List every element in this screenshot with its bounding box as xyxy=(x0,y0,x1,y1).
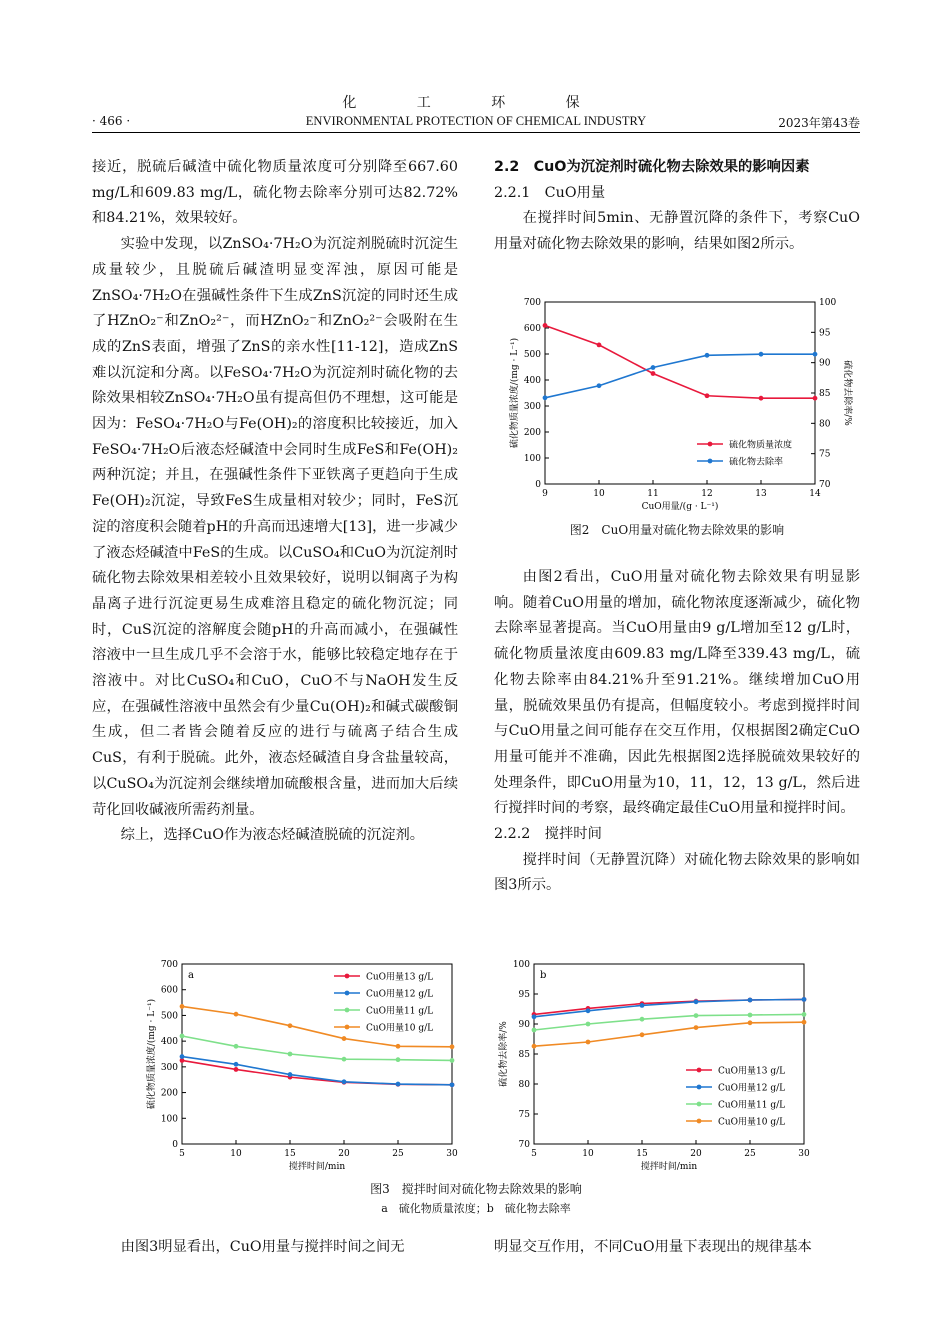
data-point xyxy=(180,1034,185,1039)
legend-marker xyxy=(345,1008,350,1013)
data-point xyxy=(813,352,818,357)
data-point xyxy=(705,393,710,398)
y-tick-label: 500 xyxy=(160,1011,178,1022)
data-point xyxy=(234,1012,239,1017)
paragraph: 搅拌时间（无静置沉降）对硫化物去除效果的影响如图3所示。 xyxy=(494,851,860,894)
data-point xyxy=(532,1028,537,1033)
x-tick-label: 25 xyxy=(744,1149,756,1159)
figure-2-chart xyxy=(500,290,860,515)
subsection-heading: 2.2.2 搅拌时间 xyxy=(494,826,602,843)
data-point xyxy=(396,1044,401,1049)
x-tick-label: 14 xyxy=(809,489,821,499)
x-tick-label: 10 xyxy=(230,1149,242,1159)
legend-label: CuO用量11 g/L xyxy=(366,1006,434,1017)
data-point xyxy=(586,1008,591,1013)
data-point xyxy=(694,1013,699,1018)
legend-marker xyxy=(345,1025,350,1030)
data-point xyxy=(543,323,548,328)
data-point xyxy=(748,1020,753,1025)
x-tick-label: 9 xyxy=(542,489,548,499)
paragraph: 综上，选择CuO作为液态烃碱渣脱硫的沉淀剂。 xyxy=(120,827,425,844)
y-tick-label: 400 xyxy=(523,376,541,386)
data-point xyxy=(651,365,656,370)
page-number: · 466 · xyxy=(92,114,131,128)
left-column xyxy=(92,155,458,849)
data-point xyxy=(759,396,764,401)
legend-label: CuO用量12 g/L xyxy=(718,1083,786,1094)
y2-tick-label: 100 xyxy=(819,298,837,308)
y-tick-label: 300 xyxy=(160,1062,178,1073)
legend-label: CuO用量12 g/L xyxy=(366,989,434,1000)
legend-label: CuO用量10 g/L xyxy=(718,1117,786,1128)
x-tick-label: 25 xyxy=(392,1149,404,1159)
data-point xyxy=(396,1057,401,1062)
legend-marker xyxy=(697,1102,702,1107)
data-point xyxy=(180,1004,185,1009)
data-point xyxy=(748,998,753,1003)
figure-2-caption: 图2 CuO用量对硫化物去除效果的影响 xyxy=(569,523,785,537)
y-tick-label: 400 xyxy=(160,1037,178,1048)
data-point xyxy=(342,1057,347,1062)
paragraph: 由图3明显看出，CuO用量与搅拌时间之间无 xyxy=(120,1239,405,1255)
data-point xyxy=(450,1044,455,1049)
data-point xyxy=(705,353,710,358)
bottom-left-text xyxy=(92,1235,458,1261)
x-tick-label: 12 xyxy=(701,489,713,499)
data-point xyxy=(288,1023,293,1028)
data-point xyxy=(640,1017,645,1022)
x-tick-label: 5 xyxy=(531,1149,537,1159)
legend-label: 硫化物质量浓度 xyxy=(729,440,793,451)
data-point xyxy=(694,1025,699,1030)
y-tick-label: 70 xyxy=(518,1140,530,1150)
x-tick-label: 11 xyxy=(647,489,659,499)
data-point xyxy=(802,1012,807,1017)
data-point xyxy=(288,1052,293,1057)
data-point xyxy=(532,1044,537,1049)
figure-3-subcaption: a 硫化物质量浓度；b 硫化物去除率 xyxy=(381,1202,571,1215)
x-tick-label: 30 xyxy=(798,1149,810,1159)
y2-tick-label: 80 xyxy=(819,419,831,430)
y-axis-label: 硫化物质量浓度/(mg · L⁻¹) xyxy=(510,337,520,449)
data-point xyxy=(586,1022,591,1027)
legend-marker xyxy=(708,459,713,464)
data-point xyxy=(694,999,699,1004)
figure-3b-chart xyxy=(490,952,820,1174)
legend-label: CuO用量10 g/L xyxy=(366,1023,434,1034)
panel-label: a xyxy=(188,970,194,981)
y-tick-label: 700 xyxy=(523,298,541,308)
legend-marker xyxy=(708,442,713,447)
section-heading: 2.2 CuO为沉淀剂时硫化物去除效果的影响因素 xyxy=(494,159,810,175)
y2-tick-label: 85 xyxy=(819,389,831,399)
y2-tick-label: 75 xyxy=(819,449,831,460)
legend-label: 硫化物去除率 xyxy=(729,457,784,468)
y-tick-label: 200 xyxy=(523,428,541,438)
legend-label: CuO用量11 g/L xyxy=(718,1100,786,1111)
y-tick-label: 85 xyxy=(518,1050,530,1060)
legend-marker xyxy=(697,1068,702,1073)
x-tick-label: 20 xyxy=(690,1149,702,1159)
figure-3-caption: 图3 搅拌时间对硫化物去除效果的影响 xyxy=(370,1182,582,1196)
y2-tick-label: 95 xyxy=(819,328,831,339)
legend-marker xyxy=(697,1085,702,1090)
y-tick-label: 100 xyxy=(523,454,541,464)
data-point xyxy=(234,1067,239,1072)
data-point xyxy=(543,395,548,400)
data-point xyxy=(342,1036,347,1041)
data-point xyxy=(234,1044,239,1049)
volume-label: 2023年第43卷 xyxy=(778,116,860,130)
y-tick-label: 75 xyxy=(518,1110,530,1120)
y-tick-label: 90 xyxy=(518,1020,530,1030)
y-tick-label: 200 xyxy=(160,1088,178,1099)
data-point xyxy=(450,1082,455,1087)
x-tick-label: 10 xyxy=(593,489,605,499)
series-line xyxy=(545,354,815,398)
journal-title-en: ENVIRONMENTAL PROTECTION OF CHEMICAL INDUSTRY xyxy=(305,114,647,128)
right-column-bottom xyxy=(494,565,860,899)
data-point xyxy=(288,1072,293,1077)
legend-label: CuO用量13 g/L xyxy=(366,972,434,983)
x-tick-label: 13 xyxy=(755,489,767,499)
y-tick-label: 700 xyxy=(160,960,178,970)
data-point xyxy=(342,1079,347,1084)
x-tick-label: 15 xyxy=(636,1149,648,1159)
data-point xyxy=(180,1054,185,1059)
data-point xyxy=(234,1062,239,1067)
data-point xyxy=(586,1040,591,1045)
y-tick-label: 80 xyxy=(518,1080,530,1090)
y-tick-label: 500 xyxy=(523,350,541,360)
series-line xyxy=(182,1057,452,1085)
figure-3a-chart xyxy=(130,952,465,1174)
data-point xyxy=(396,1082,401,1087)
y-axis-label: 硫化物去除率/% xyxy=(499,1021,509,1087)
right-column-top xyxy=(494,155,860,258)
x-axis-label: CuO用量/(g · L⁻¹) xyxy=(641,502,719,512)
data-point xyxy=(597,383,602,388)
bottom-right-text xyxy=(494,1235,860,1261)
x-tick-label: 20 xyxy=(338,1149,350,1159)
legend-marker xyxy=(697,1119,702,1124)
journal-title-cn: 化 工 环 保 xyxy=(342,95,608,111)
data-point xyxy=(640,1032,645,1037)
x-tick-label: 5 xyxy=(179,1149,185,1159)
data-point xyxy=(640,1003,645,1008)
paragraph: 明显交互作用，不同CuO用量下表现出的规律基本 xyxy=(494,1239,812,1255)
y2-tick-label: 90 xyxy=(819,358,831,369)
data-point xyxy=(813,396,818,401)
legend-marker xyxy=(345,974,350,979)
data-point xyxy=(651,371,656,376)
data-point xyxy=(748,1013,753,1018)
subsection-heading: 2.2.1 CuO用量 xyxy=(494,184,606,201)
x-tick-label: 15 xyxy=(284,1149,296,1159)
panel-label: b xyxy=(540,970,547,981)
x-tick-label: 10 xyxy=(582,1149,594,1159)
data-point xyxy=(802,997,807,1002)
y-tick-label: 0 xyxy=(535,480,541,490)
data-point xyxy=(802,1020,807,1025)
data-point xyxy=(759,352,764,357)
x-axis-label: 搅拌时间/min xyxy=(288,1162,346,1172)
paragraph: 在搅拌时间5min、无静置沉降的条件下，考察CuO用量对硫化物去除效果的影响，结果如图2所示。 xyxy=(494,210,860,253)
paragraph: 由图2看出，CuO用量对硫化物去除效果有明显影响。随着CuO用量的增加，硫化物浓度逐渐减少，硫化物去除率显著提高。当CuO用量由9 g/L增加至12 g/L时，硫化物质量浓度由609.83 mg/L降至339.43 mg/L，硫化物去除率由84.21%升至91.21%。继续增加CuO用量，脱硫效果虽仍有提高，但幅度较小。考虑到搅拌时间与CuO用量之间可能存在交互作用，仅根据图2确定CuO用量可能并不准确，因此先根据图2选择脱硫效果较好的处理条件，即CuO用量为10，11，12，13 g/L，然后进行搅拌时间的考察，最终确定最佳CuO用量和搅拌时间。 xyxy=(494,569,860,817)
legend-marker xyxy=(345,991,350,996)
paragraph: 实验中发现，以ZnSO₄·7H₂O为沉淀剂脱硫时沉淀生成量较少，且脱硫后碱渣明显变浑浊，原因可能是ZnSO₄·7H₂O在强碱性条件下生成ZnS沉淀的同时还生成了HZnO₂⁻和ZnO₂²⁻，而HZnO₂⁻和ZnO₂²⁻会吸附在生成的ZnS表面，增强了ZnS的亲水性[11-12]，造成ZnS难以沉淀和分离。以FeSO₄·7H₂O为沉淀剂时硫化物的去除效果相较ZnSO₄·7H₂O虽有提高但仍不理想，这可能是因为：FeSO₄·7H₂O与Fe(OH)₂的溶度积比较接近，加入FeSO₄·7H₂O后液态烃碱渣中会同时生成FeS和Fe(OH)₂两种沉淀；并且，在强碱性条件下亚铁离子更趋向于生成Fe(OH)₂沉淀，导致FeS生成量相对较少；同时，FeS沉淀的溶度积会随着pH的升高而迅速增大[13]，进一步减少了液态烃碱渣中FeS的生成。以CuSO₄和CuO为沉淀剂时硫化物去除效果相差较小且效果较好，说明以铜离子为构晶离子进行沉淀更易生成难溶且稳定的硫化物沉淀；同时，CuS沉淀的溶解度会随pH的升高而减小，在强碱性溶液中一旦生成几乎不会溶于水，能够比较稳定地存在于溶液中。对比CuSO₄和CuO，CuO不与NaOH发生反应，在强碱性溶液中虽然会有少量Cu(OH)₂和碱式碳酸铜生成，但二者皆会随着反应的进行与硫离子结合生成CuS，有利于脱硫。此外，液态烃碱渣自身含盐量较高，以CuSO₄为沉淀剂会继续增加硫酸根含量，进而加大后续苛化回收碱液所需药剂量。 xyxy=(92,236,458,818)
data-point xyxy=(450,1058,455,1063)
y-tick-label: 600 xyxy=(160,985,178,996)
paragraph: 接近，脱硫后碱渣中硫化物质量浓度可分别降至667.60 mg/L和609.83 mg/L，硫化物去除率分别可达82.72%和84.21%，效果较好。 xyxy=(92,159,458,227)
y-tick-label: 0 xyxy=(172,1140,178,1150)
y-axis-label: 硫化物质量浓度/(mg · L⁻¹) xyxy=(147,998,157,1110)
y-tick-label: 300 xyxy=(523,402,541,412)
running-header xyxy=(92,112,860,133)
series-line xyxy=(182,1036,452,1060)
legend-label: CuO用量13 g/L xyxy=(718,1066,786,1077)
y-tick-label: 95 xyxy=(518,990,530,1000)
y2-axis-label: 硫化物去除率/% xyxy=(842,360,852,426)
y2-tick-label: 70 xyxy=(819,480,831,490)
y-tick-label: 600 xyxy=(523,324,541,334)
data-point xyxy=(597,343,602,348)
x-axis-label: 搅拌时间/min xyxy=(640,1162,698,1172)
x-tick-label: 30 xyxy=(446,1149,458,1159)
series-line xyxy=(182,1060,452,1084)
y-tick-label: 100 xyxy=(512,960,530,970)
y-tick-label: 100 xyxy=(160,1114,178,1125)
data-point xyxy=(532,1014,537,1019)
